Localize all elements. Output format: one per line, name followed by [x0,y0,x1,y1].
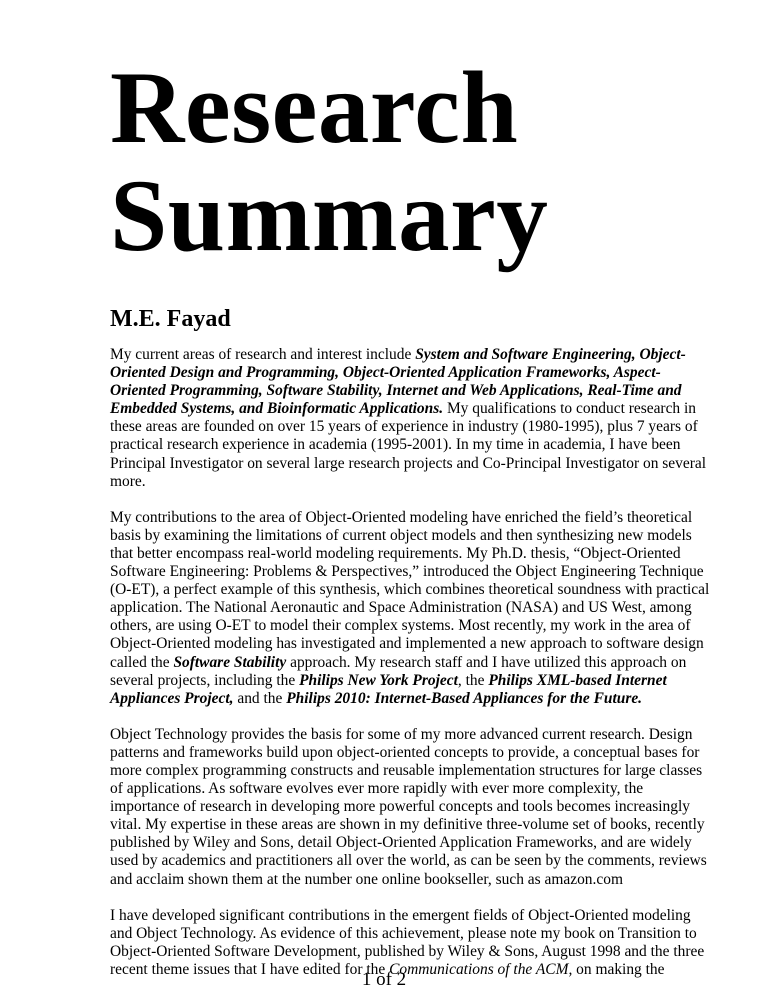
text-run: approach. My research staff and I have utilized this approach on several projects, including the [110,653,687,689]
text-run: My current areas of research and interest include [110,346,416,363]
text-run: Object Technology provides the basis for some of my more advanced current research. Design patterns and frameworks build upon object-oriented concepts to provide, a conceptual bases for more complex programming constructs and reusable implementation structures for large classes of applications. As software evolves ever more rapidly with ever more complexity, the importance of research in developing more powerful concepts and tools becomes increasingly vital. My expertise in these areas are shown in my definitive three-volume set of books, recently published by Wiley and Sons, detail Object-Oriented Application Frameworks, and are widely used by academics and practitioners all over the world, as can be seen by the comments, reviews and acclaim shown them at the number one online bookseller, such as amazon.com [110,725,707,888]
text-run: and the [233,689,287,707]
paragraph-2 [110,509,710,708]
paragraph-3 [110,726,710,889]
emphasis-text: Philips XML-based Internet Appliances Project, [110,671,667,707]
emphasis-text: Philips New York Project [299,671,458,689]
page-number: 1 of 2 [361,969,407,990]
text-run: My contributions to the area of Object-Oriented modeling have enriched the field’s theoretical basis by examining the limitations of current object models and then synthesizing new models that better encompass real-world modeling requirements. My Ph.D. thesis, “Object-Oriented Software Engineering: Problems & Perspectives,” introduced the Object Engineering Technique (O-ET), a perfect example of this synthesis, which combines theoretical soundness with practical application. The National Aeronautic and Space Administration (NASA) and US West, among others, are using O-ET to model their complex systems. Most recently, my work in the area of Object-Oriented modeling has investigated and implemented a new approach to software design called the [110,508,710,671]
title-line-2: Summary [110,159,549,273]
text-run: I have developed significant contributions in the emergent fields of Object-Oriented modeling and Object Technology. As evidence of this achievement, please note my book on Transition to Object-Oriented Software Development, published by Wiley & Sons, August 1998 and the three recent theme issues that I have edited for the [110,906,705,978]
author-name: M.E. Fayad [110,306,231,332]
emphasis-text: Software Stability [173,653,287,671]
text-run: on making the [572,960,665,978]
emphasis-text: System and Software Engineering, Object-Oriented Design and Programming, Object-Oriented Application Frameworks, Aspect-Oriented Programming, Software Stability, Internet and Web Applications, Real-Time and Embedded Systems, and Bioinformatic Applications. [110,346,686,418]
document-body [110,346,710,997]
document-title [110,51,549,273]
title-line-1: Research [110,51,519,165]
emphasis-text: Communications of the ACM, [389,960,573,978]
text-run: , the [457,671,489,689]
paragraph-1 [110,346,710,491]
text-run: My qualifications to conduct research in these areas are founded on over 15 years of experience in industry (1980-1995), plus 7 years of practical research experience in academia (1995-2001). In my time in academia, I have been Principal Investigator on several large research projects and Co-Principal Investigator on several more. [110,400,706,490]
emphasis-text: Philips 2010: Internet-Based Appliances for the Future. [286,689,643,707]
